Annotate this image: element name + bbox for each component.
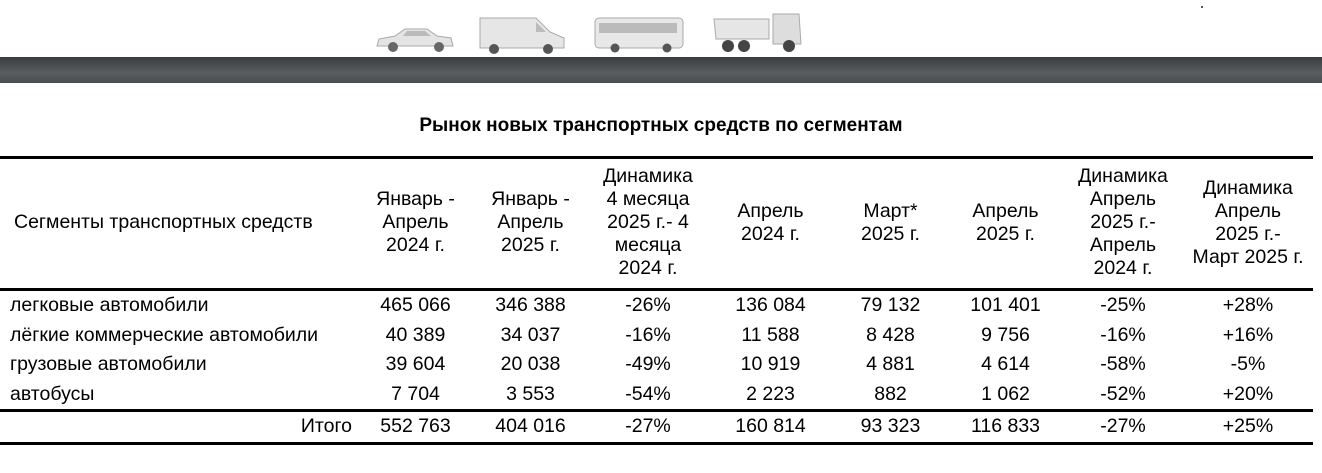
cell-value: 8 428: [866, 323, 915, 346]
cell-value: -52%: [1100, 382, 1146, 405]
header-segment: Сегменты транспортных средств: [14, 211, 313, 233]
table-row: [0, 290, 1313, 321]
cell-value: 346 388: [495, 294, 566, 316]
cell-value: -58%: [1100, 353, 1146, 375]
cell-value: 160 814: [735, 415, 806, 438]
cell-value: +16%: [1222, 323, 1274, 346]
cell-value: +20%: [1222, 382, 1274, 405]
cell-value: 93 323: [860, 415, 921, 438]
cell-value: 4 881: [866, 353, 915, 375]
cell-value: 136 084: [735, 294, 806, 316]
speck: [1201, 6, 1203, 8]
dump-truck-icon: [711, 6, 806, 53]
cell-value: 116 833: [970, 415, 1041, 438]
cell-value: 3 553: [506, 382, 555, 405]
cell-value: 11 588: [741, 323, 800, 346]
row-label: лёгкие коммерческие автомобили: [10, 323, 319, 346]
cell-value: -25%: [1100, 294, 1146, 316]
segments-table: [0, 156, 1313, 445]
cell-value: 40 389: [385, 323, 446, 346]
header-row: [0, 158, 1313, 290]
cell-value: -16%: [625, 323, 671, 346]
row-label: легковые автомобили: [10, 294, 209, 316]
cell-value: 10 919: [740, 353, 801, 375]
cell-value: 7 704: [391, 382, 440, 405]
cell-value: -5%: [1230, 353, 1266, 375]
header-jan-apr-2024: Январь - Апрель 2024 г.: [376, 188, 455, 256]
cell-value: 552 763: [380, 415, 451, 438]
header-jan-apr-2025: Январь - Апрель 2025 г.: [491, 188, 570, 256]
cell-value: -27%: [625, 415, 671, 438]
cell-value: -49%: [625, 353, 671, 375]
header-band: [0, 57, 1322, 83]
cell-value: 79 132: [860, 294, 921, 316]
table-row: [0, 321, 1313, 351]
header-mar-2025: Март* 2025 г.: [861, 199, 920, 245]
table-row: [0, 380, 1313, 411]
header-apr-2024: Апрель 2024 г.: [737, 199, 804, 245]
cell-value: 9 756: [981, 323, 1030, 346]
cell-value: 404 016: [495, 415, 566, 438]
car-icon: [375, 26, 455, 54]
row-label: грузовые автомобили: [10, 353, 207, 375]
cell-value: -27%: [1100, 415, 1146, 438]
cell-value: 39 604: [385, 353, 446, 375]
row-label: автобусы: [10, 382, 95, 405]
row-label: Итого: [300, 415, 352, 438]
total-row: [0, 411, 1313, 444]
cell-value: 465 066: [380, 294, 451, 316]
cell-value: 20 038: [500, 353, 561, 375]
header-dynamics-apr-mar: Динамика Апрель 2025 г.- Март 2025 г.: [1192, 176, 1304, 268]
cell-value: 101 401: [970, 294, 1041, 316]
cell-value: -16%: [1100, 323, 1146, 346]
vehicle-banner: [0, 0, 1322, 57]
cell-value: +25%: [1222, 415, 1274, 438]
table-row: [0, 350, 1313, 380]
cell-value: 1 062: [981, 382, 1030, 405]
header-dynamics-4m: Динамика 4 месяца 2025 г.- 4 месяца 2024 г.: [603, 165, 693, 279]
table-title: Рынок новых транспортных средств по сегментам: [419, 115, 903, 136]
cell-value: 2 223: [746, 382, 795, 405]
bus-icon: [593, 15, 688, 53]
cell-value: -26%: [625, 294, 671, 316]
cell-value: -54%: [625, 382, 671, 405]
cell-value: 4 614: [981, 353, 1030, 375]
cell-value: +28%: [1222, 294, 1274, 316]
cell-value: 882: [874, 382, 907, 405]
header-dynamics-apr-apr: Динамика Апрель 2025 г.- Апрель 2024 г.: [1078, 165, 1168, 279]
cell-value: 34 037: [500, 323, 561, 346]
van-icon: [478, 14, 568, 54]
header-apr-2025: Апрель 2025 г.: [972, 199, 1039, 245]
